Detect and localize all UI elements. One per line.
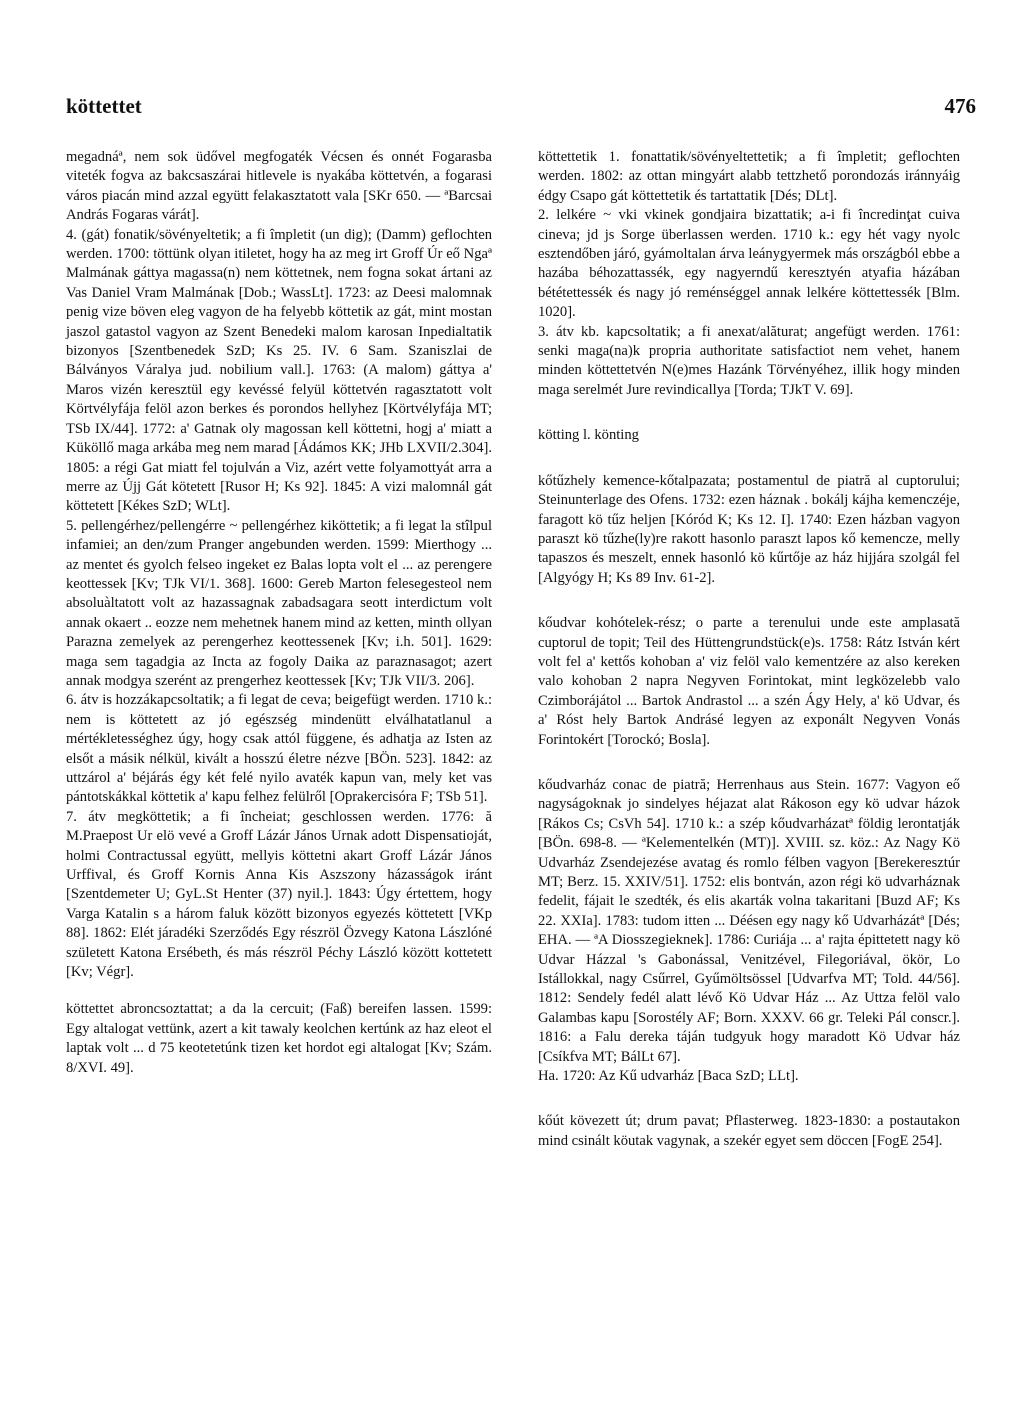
entry-continuation	[66, 148, 492, 226]
entry-text: 2. lelkére ~ vki vkinek gondjaira bizattatik; a-i fi încredinţat cuiva cineva; jd js Sorge überlassen werden. 1710 k.: egy hét vagy nyolc esztendőben járó, gyámoltalan árva leánygyermek más országból ebbe a hazába béhozattassék, egy nagyerndű keresztyén atyafia házában bététettessék és nagy jó reménséggel annak lelkére köttettessék [Blm. 1020].	[538, 207, 960, 321]
entry-sense-4	[66, 226, 492, 517]
entry-text: kőút kövezett út; drum pavat; Pflasterweg. 1823-1830: a postautakon mind csinált köutak vagynak, a szekér egyet sem döccen [FogE 254].	[538, 1113, 960, 1149]
entry-text: megadnáª, nem sok üdővel megfogaték Vécsen és onnét Fogarasba viteték fogva az bakcsaszárai hitlevele is nyakába köttetvén, a fogarasi város piacán mind azzal együtt felakasztatott vala [SKr 650. — ªBarcsai András Fogaras várát].	[66, 149, 492, 224]
entry-koudvarhaz	[538, 776, 960, 1067]
right-column	[538, 148, 960, 1151]
entry-kottettetik	[538, 148, 960, 206]
entry-text: Ha. 1720: Az Kű udvarház [Baca SzD; LLt].	[538, 1068, 799, 1085]
entry-koudvar	[538, 614, 960, 750]
entry-kottettet	[66, 1000, 492, 1078]
entry-kout	[538, 1112, 960, 1151]
entry-kotting	[538, 426, 960, 445]
entry-text: 3. átv kb. kapcsoltatik; a fi anexat/alăturat; angefügt werden. 1761: senki maga(na)k propria authoritate satisfactiot nem vehet, hanem minden köttettetvén N(e)mes Hazánk Törvényéhez, illik hogy minden maga serelmét Jure revindicallya [Torda; TJkT V. 69].	[538, 323, 960, 398]
entry-text: 7. átv megköttetik; a fi încheiat; geschlossen werden. 1776: ă M.Praepost Ur elö vevé a Groff Lázár János Urnak adott Dispensatioját, holmi Contractussal együtt, mellyis köttetni akart Groff Lázár János Urffival, és Groff Kornis Anna Kis Aszszony házasságok iránt [Szentdemeter U; GyL.St Henter (37) nyil.]. 1843: Úgy értettem, hogy Varga Katalin s a három faluk között bizonyos egyezés köttetett [VKp 88]. 1862: Elét járadéki Szerződés Egy részröl Özvegy Katona Lászlóné született Katona Ersébeth, és más részröl Péchy László között kottetett [Kv; Végr].	[66, 808, 492, 981]
entry-sense-6	[66, 691, 492, 807]
running-headword: köttettet	[66, 94, 142, 118]
left-column	[66, 148, 492, 1078]
entry-text: 5. pellengérhez/pellengérre ~ pellengérhez kiköttetik; a fi legat la stîlpul infamiei; an den/zum Pranger angebunden werden. 1599: Mierthogy ... az mentet és gyolch felseo ingeket ez Balas lopta volt el ... az perengere keottessek [Kv; TJk VI/1. 368]. 1600: Gereb Marton felesegesteol nem absoluàltatott volt az hazassagnak zabadsagara seott interdictum volt annak okaert .. eozze nem mehetnek hanem mind az ketten, minth ollyan Parazna zemelyek az perengerhez keottessenek [Kv; i.h. 501]. 1629: maga sem tagadgia az Incta az fogoly Daika az paraznasagot; azert annak modgya szerént az prengerhez keottessek [Kv; TJk VII/3. 206].	[66, 517, 492, 689]
entry-text: kőudvar kohótelek-rész; o parte a terenului unde este amplasată cuptorul de topit; Teil des Hüttengrundstück(e)s. 1758: Rátz István kért volt fel a' kettős kohoban a' viz felöl valo kementzére az also kereken valo kohoban 2 napra Negyven Forintokat, mint legközelebb valo Czimborájátol ... Bartok Andrastol ... a szén Ágy Hely, a' kö Udvar, és a' Róst hely Bartok Andrásé legyen az exponált Negyven Vonás Forintokért [Torockó; Bosla].	[538, 615, 960, 748]
entry-text: kötting l. könting	[538, 427, 639, 444]
entry-text: 4. (gát) fonatik/sövényeltetik; a fi împletit (un dig); (Damm) geflochten werden. 1700: töttünk olyan itiletet, hogy ha az meg irt Groff Úr eő Ngaª Malmának gáttya magassa(n) nem köttetnek, nem fogna sokat ártani az Vas Daniel Vram Malmának [Dob.; WassLt]. 1723: az Deesi malomnak penig vize böven eleg vagyon de ha felyebb köttetik az gát, mint mostan jaszol gatastol vagyon az Szent Benedeki malom karosan Inpedialtatik bizonyos [Szentbenedek SzD; Ks 25. IV. 6 Sam. Szaniszlai de Bálványos Váralya jud. nobilium vall.]. 1763: (A malom) gáttya a' Maros vizén keresztül egy kevéssé felyül köttetvén ragasztatott volt Körtvélyfája felöl azon berkes és porondos hellyhez [Körtvélyfája MT; TSb IX/44]. 1772: a' Gatnak oly magossan kell köttetni, hogj a' miatt a Küköllő maga arkába meg nem marad [Ádámos KK; JHb LXVII/2.304]. 1805: a régi Gat miatt fel tojulván a Viz, azért vette folyamottyát arra a merre az Újj Gát kötetett [Rusor H; Ks 92]. 1845: A vizi malomnál gát köttetett [Kékes SzD; WLt].	[66, 226, 492, 515]
entry-sense-2	[538, 206, 960, 322]
entry-text: 6. átv is hozzákapcsoltatik; a fi legat de ceva; beigefügt werden. 1710 k.: nem is köttetett az jó egészség mindenütt elválhatatlanul a mértékletességhez úgy, hogy csak attól függene, és adhatja az Isten az elsőt a másik nélkül, kivált a hosszú életre nézve [BÖn. 523]. 1842: az uttzárol a' béjárás égy két felé nyilo avaték kapun van, mely ket vas pántotskákkal köttetik a' kapu felhez felülről [Oprakercisóra F; TSb 51].	[66, 692, 492, 806]
entry-ha	[538, 1067, 960, 1086]
page-number: 476	[944, 94, 976, 118]
entry-sense-7	[66, 808, 492, 983]
entry-sense-3	[538, 323, 960, 401]
entry-sense-5	[66, 517, 492, 692]
entry-text: köttettetik 1. fonattatik/sövényeltettetik; a fi împletit; geflochten werden. 1802: az ottan mingyárt alabb tettzhető porondozás iránnyáig édgy Csapo gát köttettetik és tartattatik [Dés; DLt].	[538, 149, 960, 204]
entry-text: köttettet abroncsoztattat; a da la cercuit; (Faß) bereifen lassen. 1599: Egy altalogat vettünk, azert a kit tawaly keolchen kertúnk az haz eleot el laptak volt ... d 75 keotetetúnk tizen ket hordot egi altalogat [Kv; Szám. 8/XVI. 49].	[66, 1001, 492, 1076]
entry-text: kőtűzhely kemence-kőtalpazata; postamentul de piatră al cuptorului; Steinunterlage des Ofens. 1732: ezen háznak . bokálj kájha kemenczéje, faragott kö tűz heljen [Kóród K; Ks 12. I]. 1740: Ezen házban vagyon paraszt kö tűzhe(ly)re rakott hasonlo paraszt lapos kő kemencze, melly tapaszos és meszelt, ennek hasonló kö kűrtője az ház hijjára szolgál fel [Algyógy H; Ks 89 Inv. 61-2].	[538, 472, 960, 586]
entry-kotuzhely	[538, 472, 960, 588]
entry-text: kőudvarház conac de piatră; Herrenhaus aus Stein. 1677: Vagyon eő nagyságoknak jo sindelyes héjazat alat Rákoson egy kö udvar házok [Rákos Cs; CsVh 54]. 1710 k.: a szép kőudvarházatª földig lerontatják [BÖn. 698-8. — ªKelementelkén (MT)]. XVIII. sz. köz.: Az Nagy Kö Udvarház Zsendejezése avatag és romlo félben vagyon [Berekeresztúr MT; Berz. 15. XXIV/51]. 1752: elis bontván, azon régi kö udvarháznak fedelit, fájait le szedték, és elis akarták volna takaritani [Buzd AF; Ks 22. XXIa]. 1783: tudom itten ... Déésen egy nagy kő Udvarházátª [Dés; EHA. — ªA Diosszegieknek]. 1786: Curiája ... a' rajta épittetett nagy kö Udvar Házzal 's Gabonással, Venitzével, Filegoriával, ökör, Lo Istállokkal, nagy Csűrrel, Gyűmöltsössel [Udvarfva MT; Told. 44/56]. 1812: Sendely fedél alatt lévő Kö Udvar Ház ... Az Uttza felöl valo Galambas kapu [Sorostély AF; Born. XXXV. 66 gr. Teleki Pál conscr.]. 1816: a Falu dereka táján tudgyuk hogy maradott Kö Udvar ház [Csíkfva MT; BálLt 67].	[538, 776, 960, 1065]
